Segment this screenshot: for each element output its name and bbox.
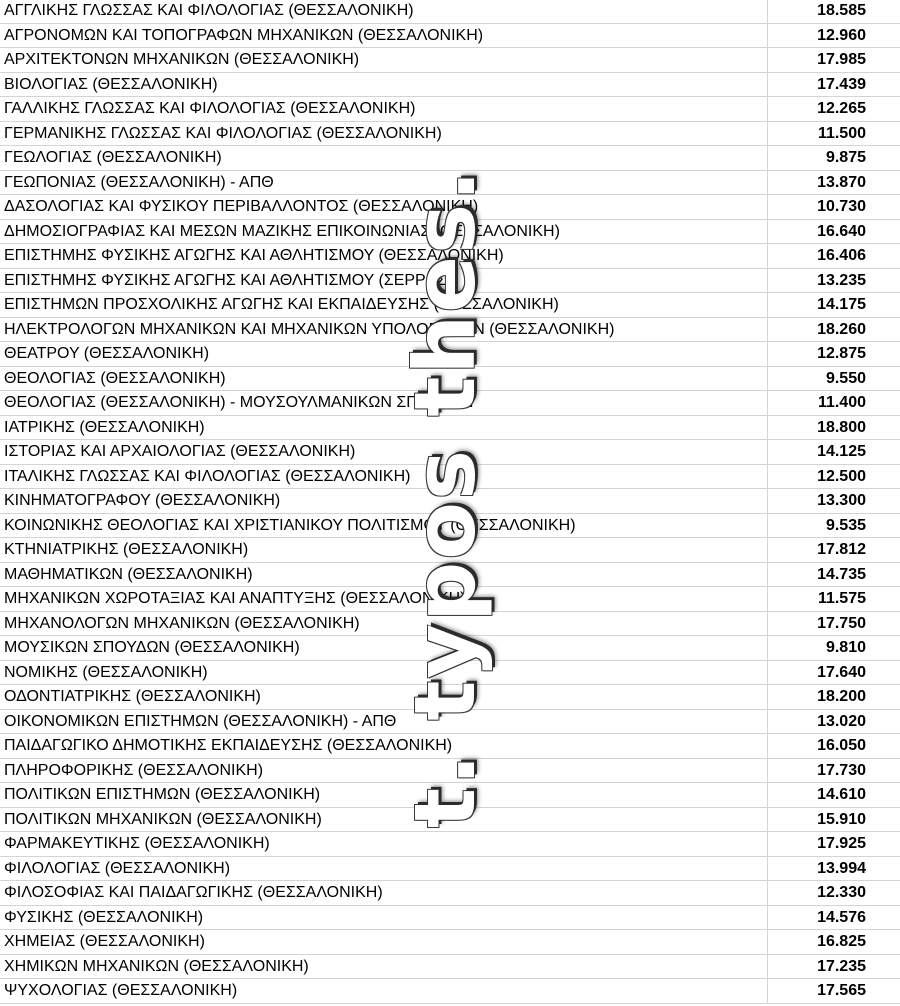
table-row[interactable] [0,807,900,832]
table-row[interactable] [0,244,900,269]
score-cell[interactable]: 14.125 [767,440,900,465]
department-cell[interactable]: ΓΕΩΠΟΝΙΑΣ (ΘΕΣΣΑΛΟΝΙΚΗ) - ΑΠΘ [0,170,767,195]
table-row[interactable] [0,562,900,587]
score-cell[interactable]: 14.610 [767,783,900,808]
table-row[interactable] [0,464,900,489]
department-cell[interactable]: ΟΔΟΝΤΙΑΤΡΙΚΗΣ (ΘΕΣΣΑΛΟΝΙΚΗ) [0,685,767,710]
table-row[interactable] [0,268,900,293]
score-cell[interactable]: 16.640 [767,219,900,244]
table-row[interactable] [0,342,900,367]
score-cell[interactable]: 13.300 [767,489,900,514]
score-cell[interactable]: 12.960 [767,23,900,48]
score-cell[interactable]: 9.550 [767,366,900,391]
department-cell[interactable]: ΦΙΛΟΛΟΓΙΑΣ (ΘΕΣΣΑΛΟΝΙΚΗ) [0,856,767,881]
department-cell[interactable]: ΓΕΡΜΑΝΙΚΗΣ ΓΛΩΣΣΑΣ ΚΑΙ ΦΙΛΟΛΟΓΙΑΣ (ΘΕΣΣΑΛΟΝΙΚΗ) [0,121,767,146]
table-row[interactable] [0,391,900,416]
score-cell[interactable]: 13.020 [767,709,900,734]
score-cell[interactable]: 15.910 [767,807,900,832]
score-cell[interactable]: 10.730 [767,195,900,220]
department-cell[interactable]: ΑΓΓΛΙΚΗΣ ΓΛΩΣΣΑΣ ΚΑΙ ΦΙΛΟΛΟΓΙΑΣ (ΘΕΣΣΑΛΟΝΙΚΗ) [0,0,767,23]
table-row[interactable] [0,832,900,857]
table-row[interactable] [0,979,900,1004]
department-cell[interactable]: ΜΗΧΑΝΙΚΩΝ ΧΩΡΟΤΑΞΙΑΣ ΚΑΙ ΑΝΑΠΤΥΞΗΣ (ΘΕΣΣΑΛΟΝΙΚΗ) [0,587,767,612]
department-cell[interactable]: ΦΥΣΙΚΗΣ (ΘΕΣΣΑΛΟΝΙΚΗ) [0,905,767,930]
department-cell[interactable]: ΘΕΟΛΟΓΙΑΣ (ΘΕΣΣΑΛΟΝΙΚΗ) [0,366,767,391]
score-cell[interactable]: 11.500 [767,121,900,146]
score-cell[interactable]: 12.330 [767,881,900,906]
table-row[interactable] [0,219,900,244]
department-cell[interactable]: ΨΥΧΟΛΟΓΙΑΣ (ΘΕΣΣΑΛΟΝΙΚΗ) [0,979,767,1004]
score-cell[interactable]: 13.870 [767,170,900,195]
score-cell[interactable]: 13.235 [767,268,900,293]
department-cell[interactable]: ΠΑΙΔΑΓΩΓΙΚΟ ΔΗΜΟΤΙΚΗΣ ΕΚΠΑΙΔΕΥΣΗΣ (ΘΕΣΣΑΛΟΝΙΚΗ) [0,734,767,759]
table-row[interactable] [0,660,900,685]
score-cell[interactable]: 18.260 [767,317,900,342]
score-cell[interactable]: 17.925 [767,832,900,857]
score-cell[interactable]: 9.875 [767,146,900,171]
score-cell[interactable]: 12.265 [767,97,900,122]
score-cell[interactable]: 18.800 [767,415,900,440]
score-cell[interactable]: 17.565 [767,979,900,1004]
table-row[interactable] [0,489,900,514]
table-row[interactable] [0,170,900,195]
department-cell[interactable]: ΑΡΧΙΤΕΚΤΟΝΩΝ ΜΗΧΑΝΙΚΩΝ (ΘΕΣΣΑΛΟΝΙΚΗ) [0,48,767,73]
department-cell[interactable]: ΝΟΜΙΚΗΣ (ΘΕΣΣΑΛΟΝΙΚΗ) [0,660,767,685]
score-cell[interactable]: 16.050 [767,734,900,759]
department-cell[interactable]: ΜΗΧΑΝΟΛΟΓΩΝ ΜΗΧΑΝΙΚΩΝ (ΘΕΣΣΑΛΟΝΙΚΗ) [0,611,767,636]
department-cell[interactable]: ΧΗΜΕΙΑΣ (ΘΕΣΣΑΛΟΝΙΚΗ) [0,930,767,955]
table-row[interactable] [0,121,900,146]
score-cell[interactable]: 16.825 [767,930,900,955]
table-row[interactable] [0,538,900,563]
score-cell[interactable]: 17.985 [767,48,900,73]
department-cell[interactable]: ΔΗΜΟΣΙΟΓΡΑΦΙΑΣ ΚΑΙ ΜΕΣΩΝ ΜΑΖΙΚΗΣ ΕΠΙΚΟΙΝΩΝΙΑΣ (ΘΕΣΣΑΛΟΝΙΚΗ) [0,219,767,244]
table-row[interactable] [0,685,900,710]
table-row[interactable] [0,0,900,23]
score-cell[interactable]: 17.439 [767,72,900,97]
department-cell[interactable]: ΒΙΟΛΟΓΙΑΣ (ΘΕΣΣΑΛΟΝΙΚΗ) [0,72,767,97]
table-row[interactable] [0,415,900,440]
department-cell[interactable]: ΜΑΘΗΜΑΤΙΚΩΝ (ΘΕΣΣΑΛΟΝΙΚΗ) [0,562,767,587]
score-cell[interactable]: 9.535 [767,513,900,538]
table-row[interactable] [0,23,900,48]
table-row[interactable] [0,636,900,661]
department-cell[interactable]: ΗΛΕΚΤΡΟΛΟΓΩΝ ΜΗΧΑΝΙΚΩΝ ΚΑΙ ΜΗΧΑΝΙΚΩΝ ΥΠΟΛΟΓΙΣΤΩΝ (ΘΕΣΣΑΛΟΝΙΚΗ) [0,317,767,342]
table-row[interactable] [0,587,900,612]
score-cell[interactable]: 17.730 [767,758,900,783]
department-cell[interactable]: ΚΙΝΗΜΑΤΟΓΡΑΦΟΥ (ΘΕΣΣΑΛΟΝΙΚΗ) [0,489,767,514]
score-cell[interactable]: 17.640 [767,660,900,685]
table-row[interactable] [0,905,900,930]
department-cell[interactable]: ΕΠΙΣΤΗΜΩΝ ΠΡΟΣΧΟΛΙΚΗΣ ΑΓΩΓΗΣ ΚΑΙ ΕΚΠΑΙΔΕΥΣΗΣ (ΘΕΣΣΑΛΟΝΙΚΗ) [0,293,767,318]
score-cell[interactable]: 17.750 [767,611,900,636]
department-cell[interactable]: ΙΑΤΡΙΚΗΣ (ΘΕΣΣΑΛΟΝΙΚΗ) [0,415,767,440]
department-cell[interactable]: ΙΣΤΟΡΙΑΣ ΚΑΙ ΑΡΧΑΙΟΛΟΓΙΑΣ (ΘΕΣΣΑΛΟΝΙΚΗ) [0,440,767,465]
table-row[interactable] [0,146,900,171]
table-row[interactable] [0,611,900,636]
department-cell[interactable]: ΔΑΣΟΛΟΓΙΑΣ ΚΑΙ ΦΥΣΙΚΟΥ ΠΕΡΙΒΑΛΛΟΝΤΟΣ (ΘΕΣΣΑΛΟΝΙΚΗ) [0,195,767,220]
score-cell[interactable]: 14.735 [767,562,900,587]
score-cell[interactable]: 12.500 [767,464,900,489]
score-cell[interactable]: 14.175 [767,293,900,318]
department-cell[interactable]: ΕΠΙΣΤΗΜΗΣ ΦΥΣΙΚΗΣ ΑΓΩΓΗΣ ΚΑΙ ΑΘΛΗΤΙΣΜΟΥ (ΘΕΣΣΑΛΟΝΙΚΗ) [0,244,767,269]
department-cell[interactable]: ΦΙΛΟΣΟΦΙΑΣ ΚΑΙ ΠΑΙΔΑΓΩΓΙΚΗΣ (ΘΕΣΣΑΛΟΝΙΚΗ) [0,881,767,906]
table-row[interactable] [0,97,900,122]
department-cell[interactable]: ΧΗΜΙΚΩΝ ΜΗΧΑΝΙΚΩΝ (ΘΕΣΣΑΛΟΝΙΚΗ) [0,954,767,979]
table-row[interactable] [0,366,900,391]
department-cell[interactable]: ΕΠΙΣΤΗΜΗΣ ΦΥΣΙΚΗΣ ΑΓΩΓΗΣ ΚΑΙ ΑΘΛΗΤΙΣΜΟΥ (ΣΕΡΡΕΣ) [0,268,767,293]
score-cell[interactable]: 11.400 [767,391,900,416]
score-cell[interactable]: 17.235 [767,954,900,979]
department-cell[interactable]: ΚΤΗΝΙΑΤΡΙΚΗΣ (ΘΕΣΣΑΛΟΝΙΚΗ) [0,538,767,563]
score-cell[interactable]: 16.406 [767,244,900,269]
score-cell[interactable]: 18.585 [767,0,900,23]
table-row[interactable] [0,783,900,808]
department-cell[interactable]: ΘΕΟΛΟΓΙΑΣ (ΘΕΣΣΑΛΟΝΙΚΗ) - ΜΟΥΣΟΥΛΜΑΝΙΚΩΝ ΣΠΟΥΔΩΝ [0,391,767,416]
score-cell[interactable]: 14.576 [767,905,900,930]
table-row[interactable] [0,881,900,906]
department-cell[interactable]: ΠΟΛΙΤΙΚΩΝ ΜΗΧΑΝΙΚΩΝ (ΘΕΣΣΑΛΟΝΙΚΗ) [0,807,767,832]
score-cell[interactable]: 17.812 [767,538,900,563]
department-cell[interactable]: ΓΑΛΛΙΚΗΣ ΓΛΩΣΣΑΣ ΚΑΙ ΦΙΛΟΛΟΓΙΑΣ (ΘΕΣΣΑΛΟΝΙΚΗ) [0,97,767,122]
department-cell[interactable]: ΠΛΗΡΟΦΟΡΙΚΗΣ (ΘΕΣΣΑΛΟΝΙΚΗ) [0,758,767,783]
table-row[interactable] [0,48,900,73]
score-cell[interactable]: 11.575 [767,587,900,612]
table-row[interactable] [0,954,900,979]
score-cell[interactable]: 18.200 [767,685,900,710]
department-cell[interactable]: ΘΕΑΤΡΟΥ (ΘΕΣΣΑΛΟΝΙΚΗ) [0,342,767,367]
department-cell[interactable]: ΜΟΥΣΙΚΩΝ ΣΠΟΥΔΩΝ (ΘΕΣΣΑΛΟΝΙΚΗ) [0,636,767,661]
department-cell[interactable]: ΚΟΙΝΩΝΙΚΗΣ ΘΕΟΛΟΓΙΑΣ ΚΑΙ ΧΡΙΣΤΙΑΝΙΚΟΥ ΠΟΛΙΤΙΣΜΟΥ (ΘΕΣΣΑΛΟΝΙΚΗ) [0,513,767,538]
table-row[interactable] [0,72,900,97]
watermark-text: t. typos thes. [396,167,494,829]
table-row[interactable] [0,513,900,538]
department-cell[interactable]: ΑΓΡΟΝΟΜΩΝ ΚΑΙ ΤΟΠΟΓΡΑΦΩΝ ΜΗΧΑΝΙΚΩΝ (ΘΕΣΣΑΛΟΝΙΚΗ) [0,23,767,48]
score-cell[interactable]: 9.810 [767,636,900,661]
table-row[interactable] [0,293,900,318]
table-row[interactable] [0,317,900,342]
table-row[interactable] [0,195,900,220]
table-row[interactable] [0,758,900,783]
score-cell[interactable]: 13.994 [767,856,900,881]
department-cell[interactable]: ΓΕΩΛΟΓΙΑΣ (ΘΕΣΣΑΛΟΝΙΚΗ) [0,146,767,171]
table-row[interactable] [0,734,900,759]
table-row[interactable] [0,440,900,465]
department-cell[interactable]: ΠΟΛΙΤΙΚΩΝ ΕΠΙΣΤΗΜΩΝ (ΘΕΣΣΑΛΟΝΙΚΗ) [0,783,767,808]
department-cell[interactable]: ΦΑΡΜΑΚΕΥΤΙΚΗΣ (ΘΕΣΣΑΛΟΝΙΚΗ) [0,832,767,857]
score-cell[interactable]: 12.875 [767,342,900,367]
department-cell[interactable]: ΙΤΑΛΙΚΗΣ ΓΛΩΣΣΑΣ ΚΑΙ ΦΙΛΟΛΟΓΙΑΣ (ΘΕΣΣΑΛΟΝΙΚΗ) [0,464,767,489]
table-row[interactable] [0,930,900,955]
table-row[interactable] [0,709,900,734]
department-cell[interactable]: ΟΙΚΟΝΟΜΙΚΩΝ ΕΠΙΣΤΗΜΩΝ (ΘΕΣΣΑΛΟΝΙΚΗ) - ΑΠΘ [0,709,767,734]
table-row[interactable] [0,856,900,881]
